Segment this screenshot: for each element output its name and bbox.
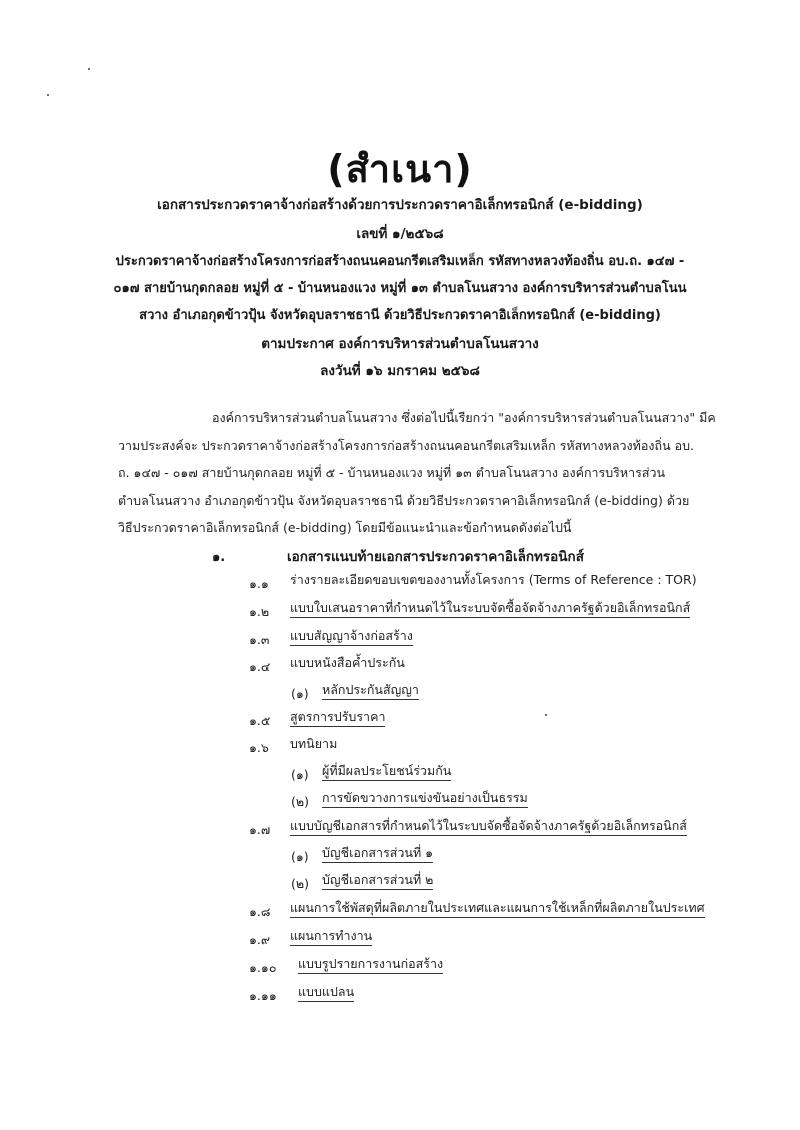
item-number: ๑.๙ [249,932,271,947]
sub-item-number: (๒) [291,794,309,809]
item-text: แบบสัญญาจ้างก่อสร้าง [290,628,413,646]
scan-speck [47,94,49,96]
item-text: แบบใบเสนอราคาที่กำหนดไว้ในระบบจัดซื้อจัดจ้างภาครัฐด้วยอิเล็กทรอนิกส์ [290,600,690,618]
item-text: แบบแปลน [298,984,354,1002]
item-number: ๑.๓ [249,632,270,647]
item-text: แบบหนังสือค้ำประกัน [290,655,405,670]
item-number: ๑.๘ [249,904,271,919]
scan-speck [88,68,90,70]
sub-item-text: การขัดขวางการแข่งขันอย่างเป็นธรรม [322,790,528,808]
sub-item-number: (๑) [291,686,309,701]
item-number: ๑.๖ [249,740,269,755]
scan-speck [545,714,547,716]
item-number: ๑.๗ [249,822,271,837]
item-text: แผนการทำงาน [290,928,372,946]
item-text: สูตรการปรับราคา [290,709,385,727]
sub-item-number: (๑) [291,767,309,782]
intro-line-5: วิธีประกวดราคาอิเล็กทรอนิกส์ (e-bidding) โดยมีข้อแนะนำและข้อกำหนดดังต่อไปนี้ [118,520,572,535]
subject-line-1: ประกวดราคาจ้างก่อสร้างโครงการก่อสร้างถนนคอนกรีตเสริมเหล็ก รหัสทางหลวงท้องถิ่น อบ.ถ. ๑๔๗ - [115,254,685,269]
intro-line-4: ตำบลโนนสวาง อำเภอกุดข้าวปุ้น จังหวัดอุบลราชธานี ด้วยวิธีประกวดราคาอิเล็กทรอนิกส์ (e-bidding) ด้วย [118,493,690,508]
section-title: เอกสารแนบท้ายเอกสารประกวดราคาอิเล็กทรอนิกส์ [287,549,584,565]
document-number: เลขที่ ๑/๒๕๖๘ [356,226,444,242]
announcement-line: ตามประกาศ องค์การบริหารส่วนตำบลโนนสวาง [261,336,539,352]
item-number: ๑.๑๐ [249,960,277,975]
item-number: ๑.๒ [249,604,270,619]
item-text: แผนการใช้พัสดุที่ผลิตภายในประเทศและแผนการใช้เหล็กที่ผลิตภายในประเทศ [290,900,705,918]
copy-stamp-title: (สำเนา) [327,147,473,191]
sub-item-text: หลักประกันสัญญา [322,682,419,700]
announcement-date: ลงวันที่ ๑๖ มกราคม ๒๕๖๘ [320,363,480,379]
item-number: ๑.๔ [249,659,271,674]
section-number: ๑. [212,550,226,565]
item-number: ๑.๑๑ [249,988,277,1003]
sub-item-number: (๑) [291,849,309,864]
sub-item-text: ผู้ที่มีผลประโยชน์ร่วมกัน [322,763,451,781]
item-text: บทนิยาม [290,736,338,751]
intro-line-1: องค์การบริหารส่วนตำบลโนนสวาง ซึ่งต่อไปนี้เรียกว่า "องค์การบริหารส่วนตำบลโนนสวาง" มีค [212,410,716,425]
item-text: แบบรูปรายการงานก่อสร้าง [298,956,443,974]
document-title: เอกสารประกวดราคาจ้างก่อสร้างด้วยการประกวดราคาอิเล็กทรอนิกส์ (e-bidding) [157,197,643,213]
sub-item-number: (๒) [291,876,309,891]
item-number: ๑.๕ [249,713,271,728]
item-number: ๑.๑ [249,576,269,591]
subject-line-2: ๐๑๗ สายบ้านกุดกลอย หมู่ที่ ๕ - บ้านหนองแวง หมู่ที่ ๑๓ ตำบลโนนสวาง องค์การบริหารส่วนตำบลโนน [113,281,687,296]
item-text: แบบบัญชีเอกสารที่กำหนดไว้ในระบบจัดซื้อจัดจ้างภาครัฐด้วยอิเล็กทรอนิกส์ [290,818,687,836]
intro-line-2: วามประสงค์จะ ประกวดราคาจ้างก่อสร้างโครงการก่อสร้างถนนคอนกรีตเสริมเหล็ก รหัสทางหลวงท้องถิ่น อบ. [118,438,695,453]
subject-line-3: สวาง อำเภอกุดข้าวปุ้น จังหวัดอุบลราชธานี ด้วยวิธีประกวดราคาอิเล็กทรอนิกส์ (e-bidding) [139,308,661,323]
intro-line-3: ถ. ๑๔๗ - ๐๑๗ สายบ้านกุดกลอย หมู่ที่ ๕ - บ้านหนองแวง หมู่ที่ ๑๓ ตำบลโนนสวาง องค์การบริหารส่วน [118,465,666,480]
sub-item-text: บัญชีเอกสารส่วนที่ ๒ [322,872,433,890]
sub-item-text: บัญชีเอกสารส่วนที่ ๑ [322,845,433,863]
item-text: ร่างรายละเอียดขอบเขตของงานทั้งโครงการ (Terms of Reference : TOR) [290,572,697,587]
